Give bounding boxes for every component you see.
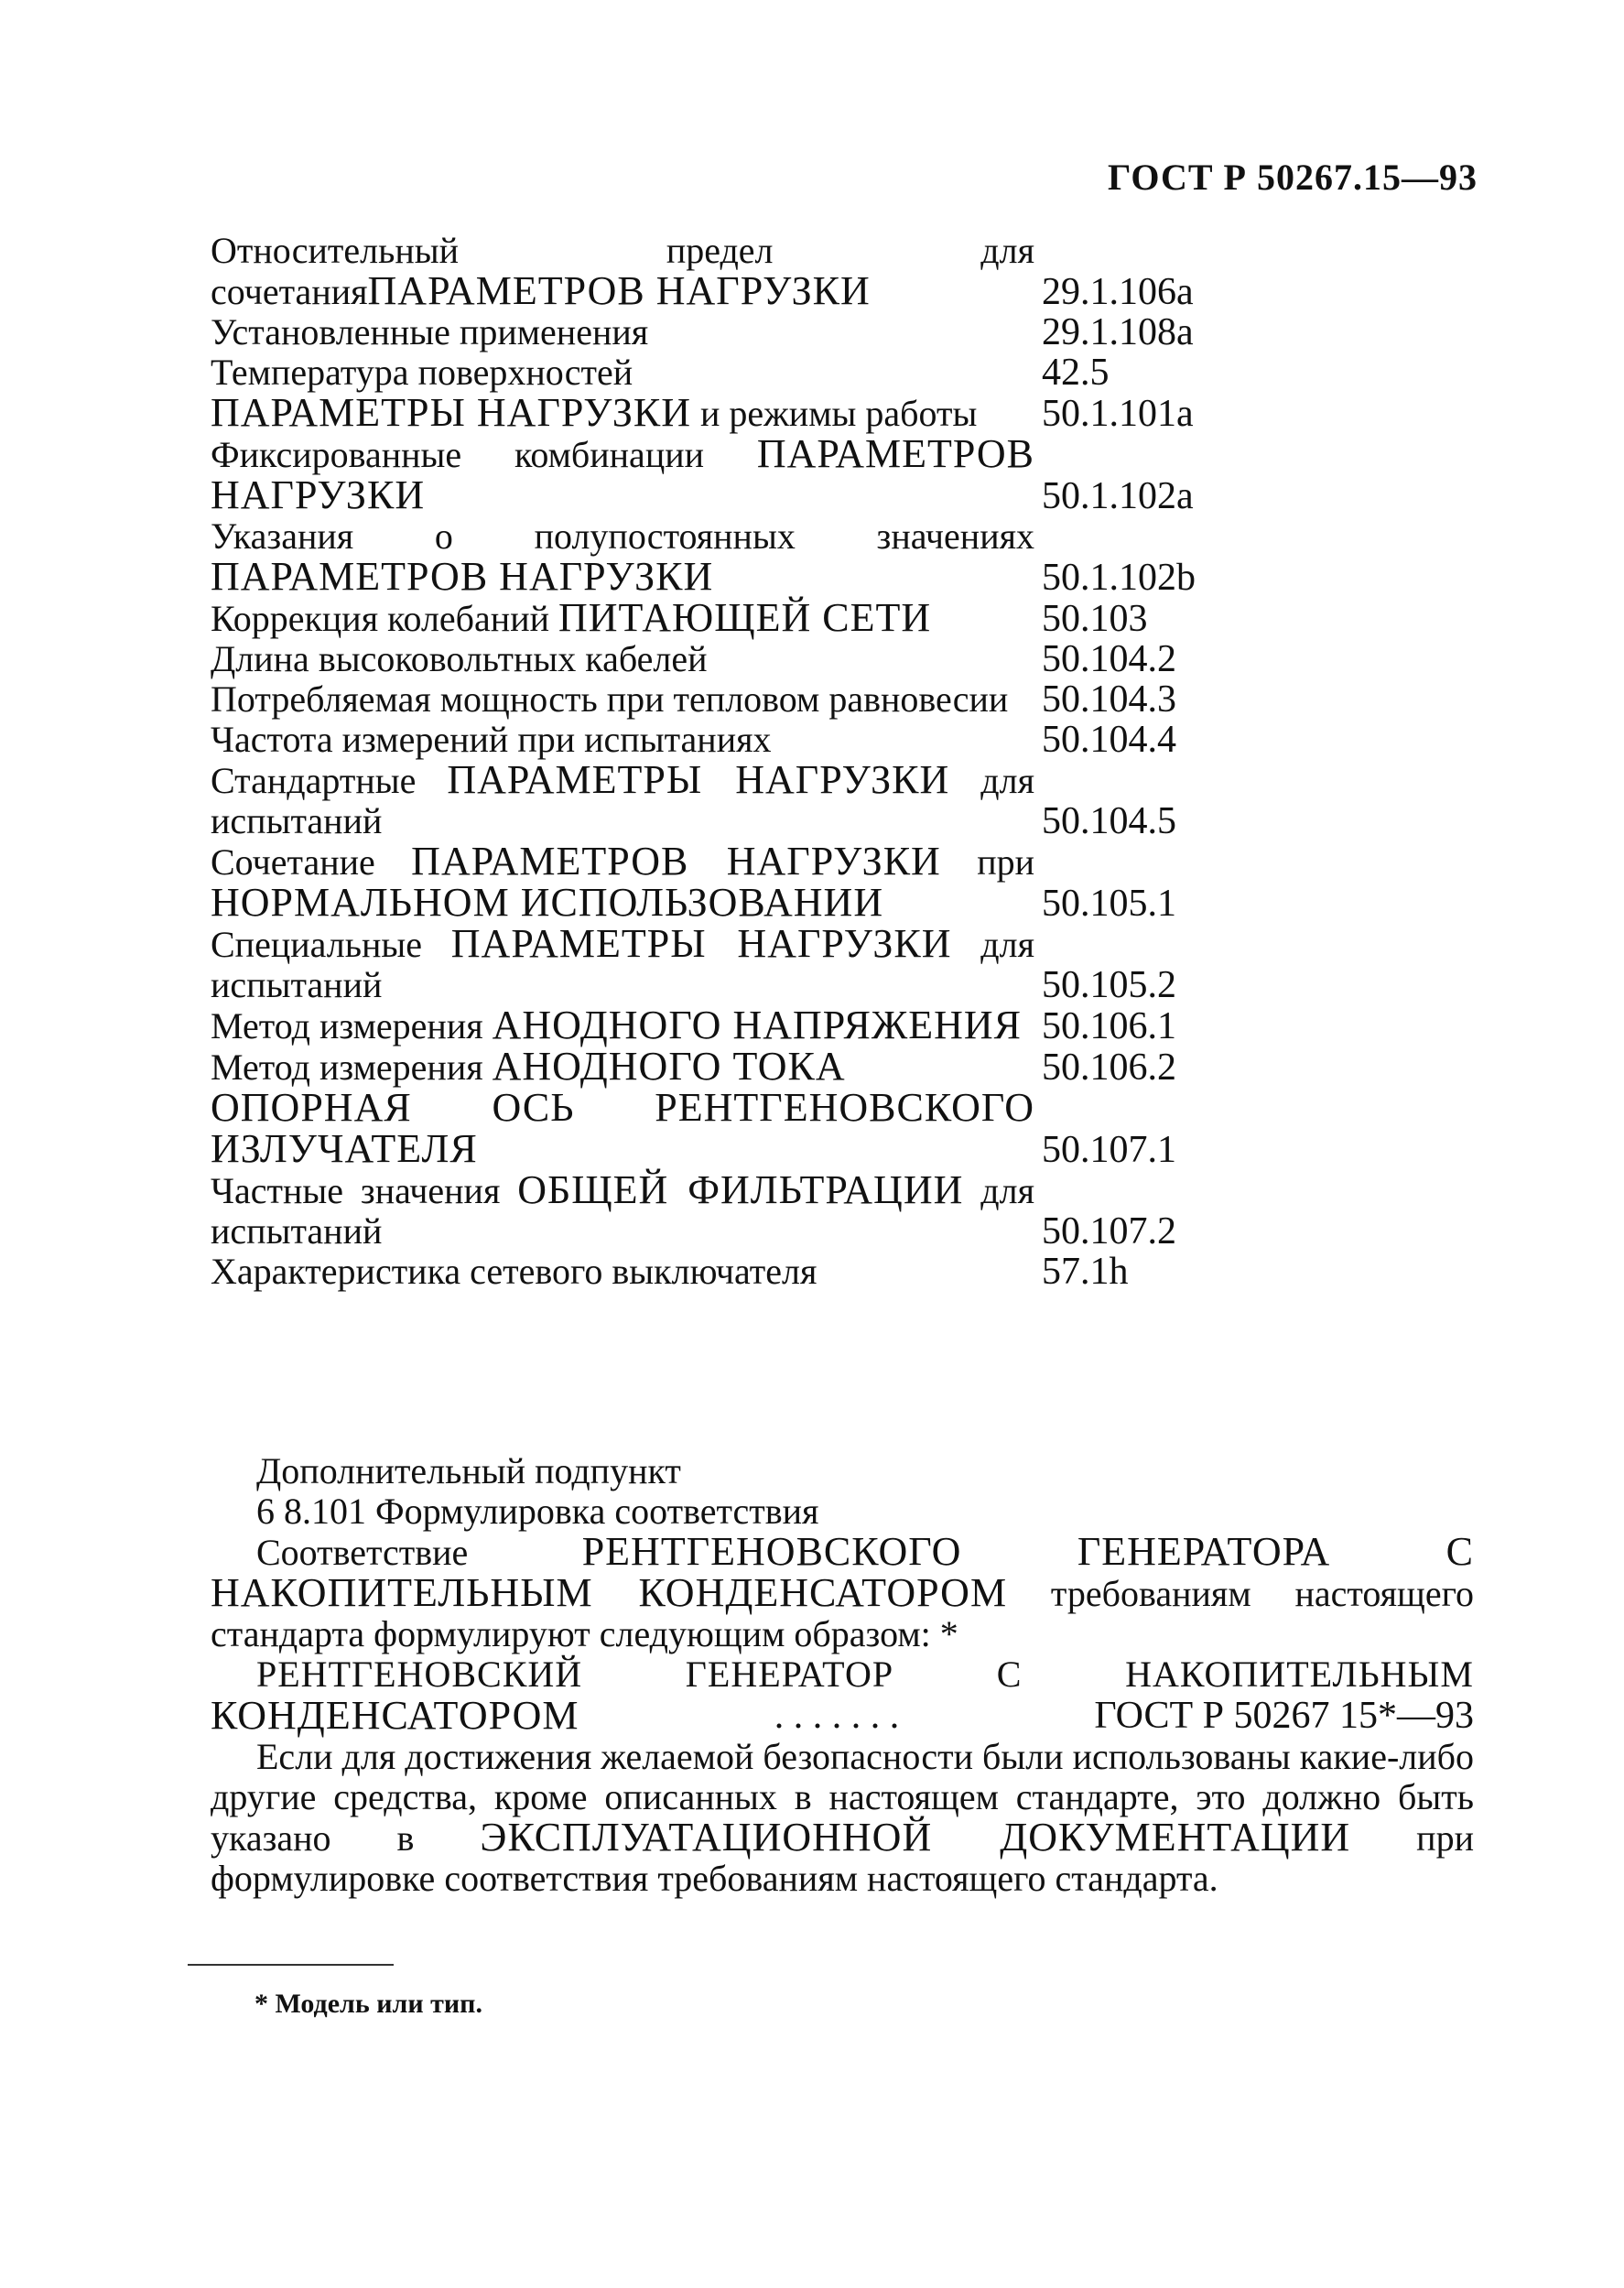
index-entry-number: 50.1.101a	[1042, 393, 1194, 435]
index-entry-text: Частные значения ОБЩЕЙ ФИЛЬТРАЦИИ для испытаний	[211, 1167, 1034, 1252]
index-entry-text: Температура поверхностей	[211, 352, 633, 393]
index-entry-number: 57.1h	[1042, 1251, 1129, 1293]
index-entry	[211, 1167, 1337, 1252]
index-entry	[211, 757, 1337, 842]
index-entry-text: Длина высоковольтных кабелей	[211, 638, 708, 679]
index-entry-text: Установленные применения	[211, 311, 649, 352]
index-entry	[211, 720, 1337, 760]
index-entry-number: 50.1.102b	[1042, 557, 1196, 599]
compliance-section	[211, 1451, 1474, 1899]
index-entry-number: 50.104.5	[1042, 800, 1176, 842]
index-entry-text: Метод измерения АНОДНОГО НАПРЯЖЕНИЯ	[211, 1003, 1023, 1047]
index-entry-text: Потребляемая мощность при тепловом равновесии	[211, 678, 1009, 720]
index-entry	[211, 1085, 1337, 1171]
index-entry-text: ОПОРНАЯ ОСЬ РЕНТГЕНОВСКОГО ИЗЛУЧАТЕЛЯ	[211, 1085, 1034, 1171]
index-entry	[211, 1005, 1337, 1046]
compliance-paragraph: Соответствие РЕНТГЕНОВСКОГО ГЕНЕРАТОРА С НАКОПИТЕЛЬНЫМ КОНДЕНСАТОРОМ требованиям настоящего стандарта формулируют следующим образом: *	[211, 1529, 1474, 1654]
index-entry-text: ПАРАМЕТРЫ НАГРУЗКИ и режимы работы	[211, 390, 978, 435]
formula-left-tail: КОНДЕНСАТОРОМ	[211, 1693, 579, 1738]
index-entry	[211, 390, 1337, 435]
index-entry-text: Указания о полупостоянных значениях ПАРАМЕТРОВ НАГРУЗКИ	[211, 515, 1034, 599]
formula-line-2	[211, 1695, 1474, 1737]
index-entry-text: Стандартные ПАРАМЕТРЫ НАГРУЗКИ для испытаний	[211, 757, 1034, 841]
index-entry	[211, 312, 1337, 352]
index-entry-number: 50.104.2	[1042, 638, 1176, 680]
index-entry-number: 50.105.2	[1042, 964, 1176, 1006]
index-entry-text: Метод измерения АНОДНОГО ТОКА	[211, 1044, 846, 1089]
index-entry-number: 50.106.2	[1042, 1046, 1176, 1089]
index-entry-number: 29.1.108a	[1042, 311, 1194, 353]
index-entry	[211, 431, 1337, 517]
additional-paragraph: Если для достижения желаемой безопасности были использованы какие-либо другие средства, кроме описанных в настоящем стандарте, это должно быть указано в ЭКСПЛУАТАЦИОННОЙ ДОКУМЕНТАЦИИ при формулировке соответствия требованиям настоящего стандарта.	[211, 1736, 1474, 1899]
index-entry-number: 50.104.3	[1042, 678, 1176, 721]
index-entry-text: Специальные ПАРАМЕТРЫ НАГРУЗКИ для испытаний	[211, 921, 1034, 1005]
index-entry-text: Относительный предел для сочетанияПАРАМЕТРОВ НАГРУЗКИ	[211, 230, 1034, 313]
index-list	[211, 231, 1337, 1292]
index-entry-number: 50.104.4	[1042, 719, 1176, 761]
index-entry-number: 42.5	[1042, 352, 1110, 394]
index-entry-number: 50.107.1	[1042, 1129, 1176, 1171]
index-entry-number: 50.1.102a	[1042, 475, 1194, 517]
index-entry	[211, 1252, 1337, 1292]
index-entry	[211, 639, 1337, 679]
footnote: * Модель или тип.	[254, 1989, 482, 2019]
index-entry	[211, 1046, 1337, 1088]
document-header: ГОСТ Р 50267.15—93	[1107, 157, 1478, 198]
section-subheading: 6 8.101 Формулировка соответствия	[256, 1491, 819, 1532]
section-heading: Дополнительный подпункт	[256, 1450, 681, 1491]
index-entry-number: 50.105.1	[1042, 883, 1176, 925]
formula-right: ГОСТ Р 50267 15*—93	[1094, 1695, 1474, 1737]
index-entry	[211, 679, 1337, 720]
index-entry-text: Коррекция колебаний ПИТАЮЩЕЙ СЕТИ	[211, 595, 932, 640]
index-entry	[211, 921, 1337, 1006]
index-entry-text: Сочетание ПАРАМЕТРОВ НАГРУЗКИ при НОРМАЛЬНОМ ИСПОЛЬЗОВАНИИ	[211, 839, 1035, 925]
index-entry	[211, 231, 1337, 312]
formula-dots: . . . . . . .	[774, 1695, 900, 1737]
index-entry-number: 50.106.1	[1042, 1005, 1176, 1047]
formula-line-1: РЕНТГЕНОВСКИЙ ГЕНЕРАТОР С НАКОПИТЕЛЬНЫМ	[256, 1654, 1474, 1695]
index-entry-number: 50.107.2	[1042, 1210, 1176, 1252]
index-entry	[211, 841, 1337, 924]
index-entry-number: 29.1.106a	[1042, 271, 1194, 313]
index-entry	[211, 352, 1337, 393]
footnote-rule	[188, 1964, 394, 1966]
index-entry-text: Фиксированные комбинации ПАРАМЕТРОВ НАГРУЗКИ	[211, 431, 1034, 517]
index-entry-text: Характеристика сетевого выключателя	[211, 1251, 817, 1292]
index-entry-number: 50.103	[1042, 598, 1148, 640]
index-entry	[211, 595, 1337, 640]
index-entry	[211, 516, 1337, 598]
index-entry-text: Частота измерений при испытаниях	[211, 719, 772, 760]
